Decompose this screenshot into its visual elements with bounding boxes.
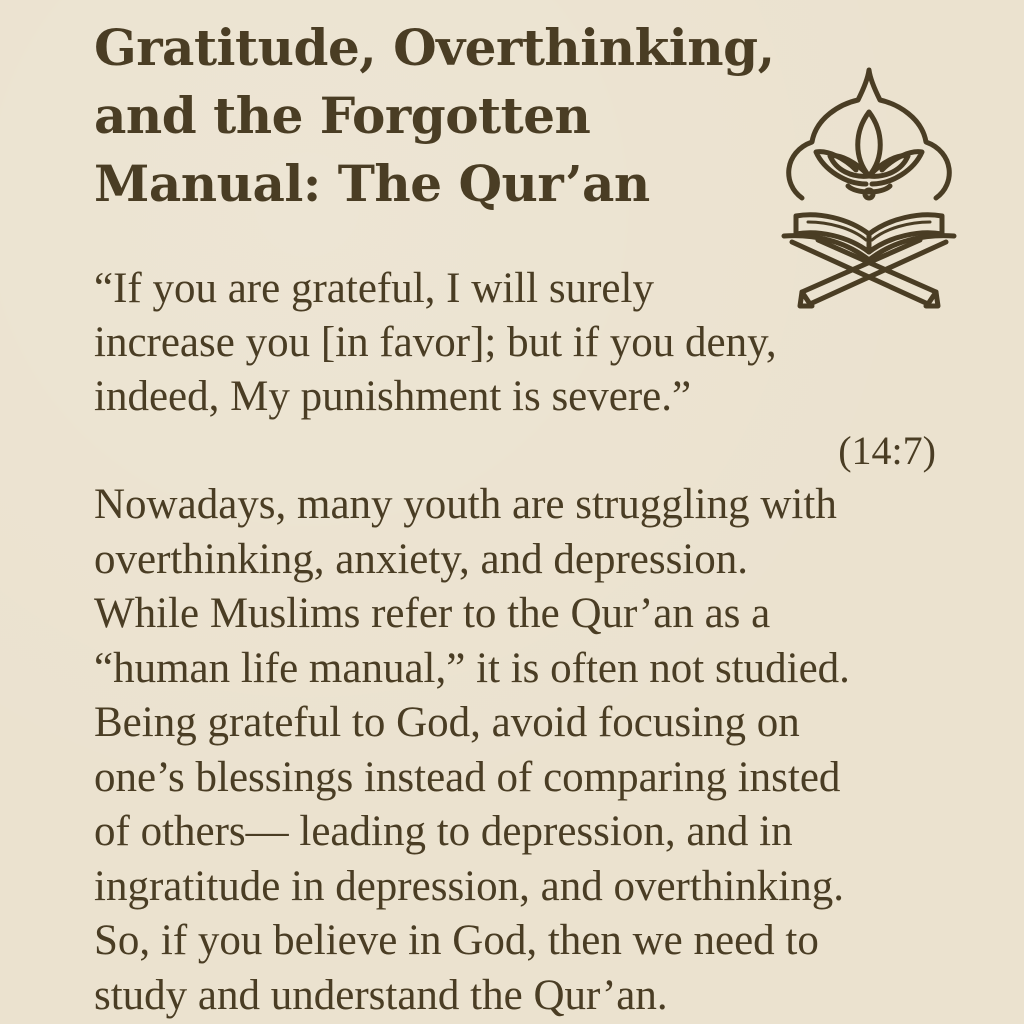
body-line: So, if you believe in God, then we need to [94,917,819,964]
body-line: overthinking, anxiety, and depression. [94,535,749,583]
body-line: study and understand the Qur’an. [94,971,668,1019]
body-line: While Muslims refer to the Qur’an as a [94,590,771,637]
body-paragraph [94,478,974,1023]
body-line: Nowadays, many youth are struggling with [94,481,837,528]
title-line: and the Forgotten [94,86,591,145]
page-title [94,14,794,218]
quote-citation: (14:7) [838,428,936,473]
body-line: “human life manual,” it is often not studied. [94,644,850,692]
body-line: one’s blessings instead of comparing insted [94,753,841,801]
title-line: Manual: The Qur’an [94,154,650,213]
body-line: Being grateful to God, avoid focusing on [94,699,800,746]
quote-line: indeed, My punishment is severe.” [94,373,692,420]
title-line: Gratitude, Overthinking, [94,18,775,77]
body-line: ingratitude in depression, and overthinking. [94,862,844,910]
quote-line: “If you are grateful, I will surely [94,265,654,312]
body-line: of others— leading to depression, and in [94,808,793,855]
quote-line: increase you [in favor]; but if you deny, [94,319,777,366]
quote-block [94,262,954,424]
